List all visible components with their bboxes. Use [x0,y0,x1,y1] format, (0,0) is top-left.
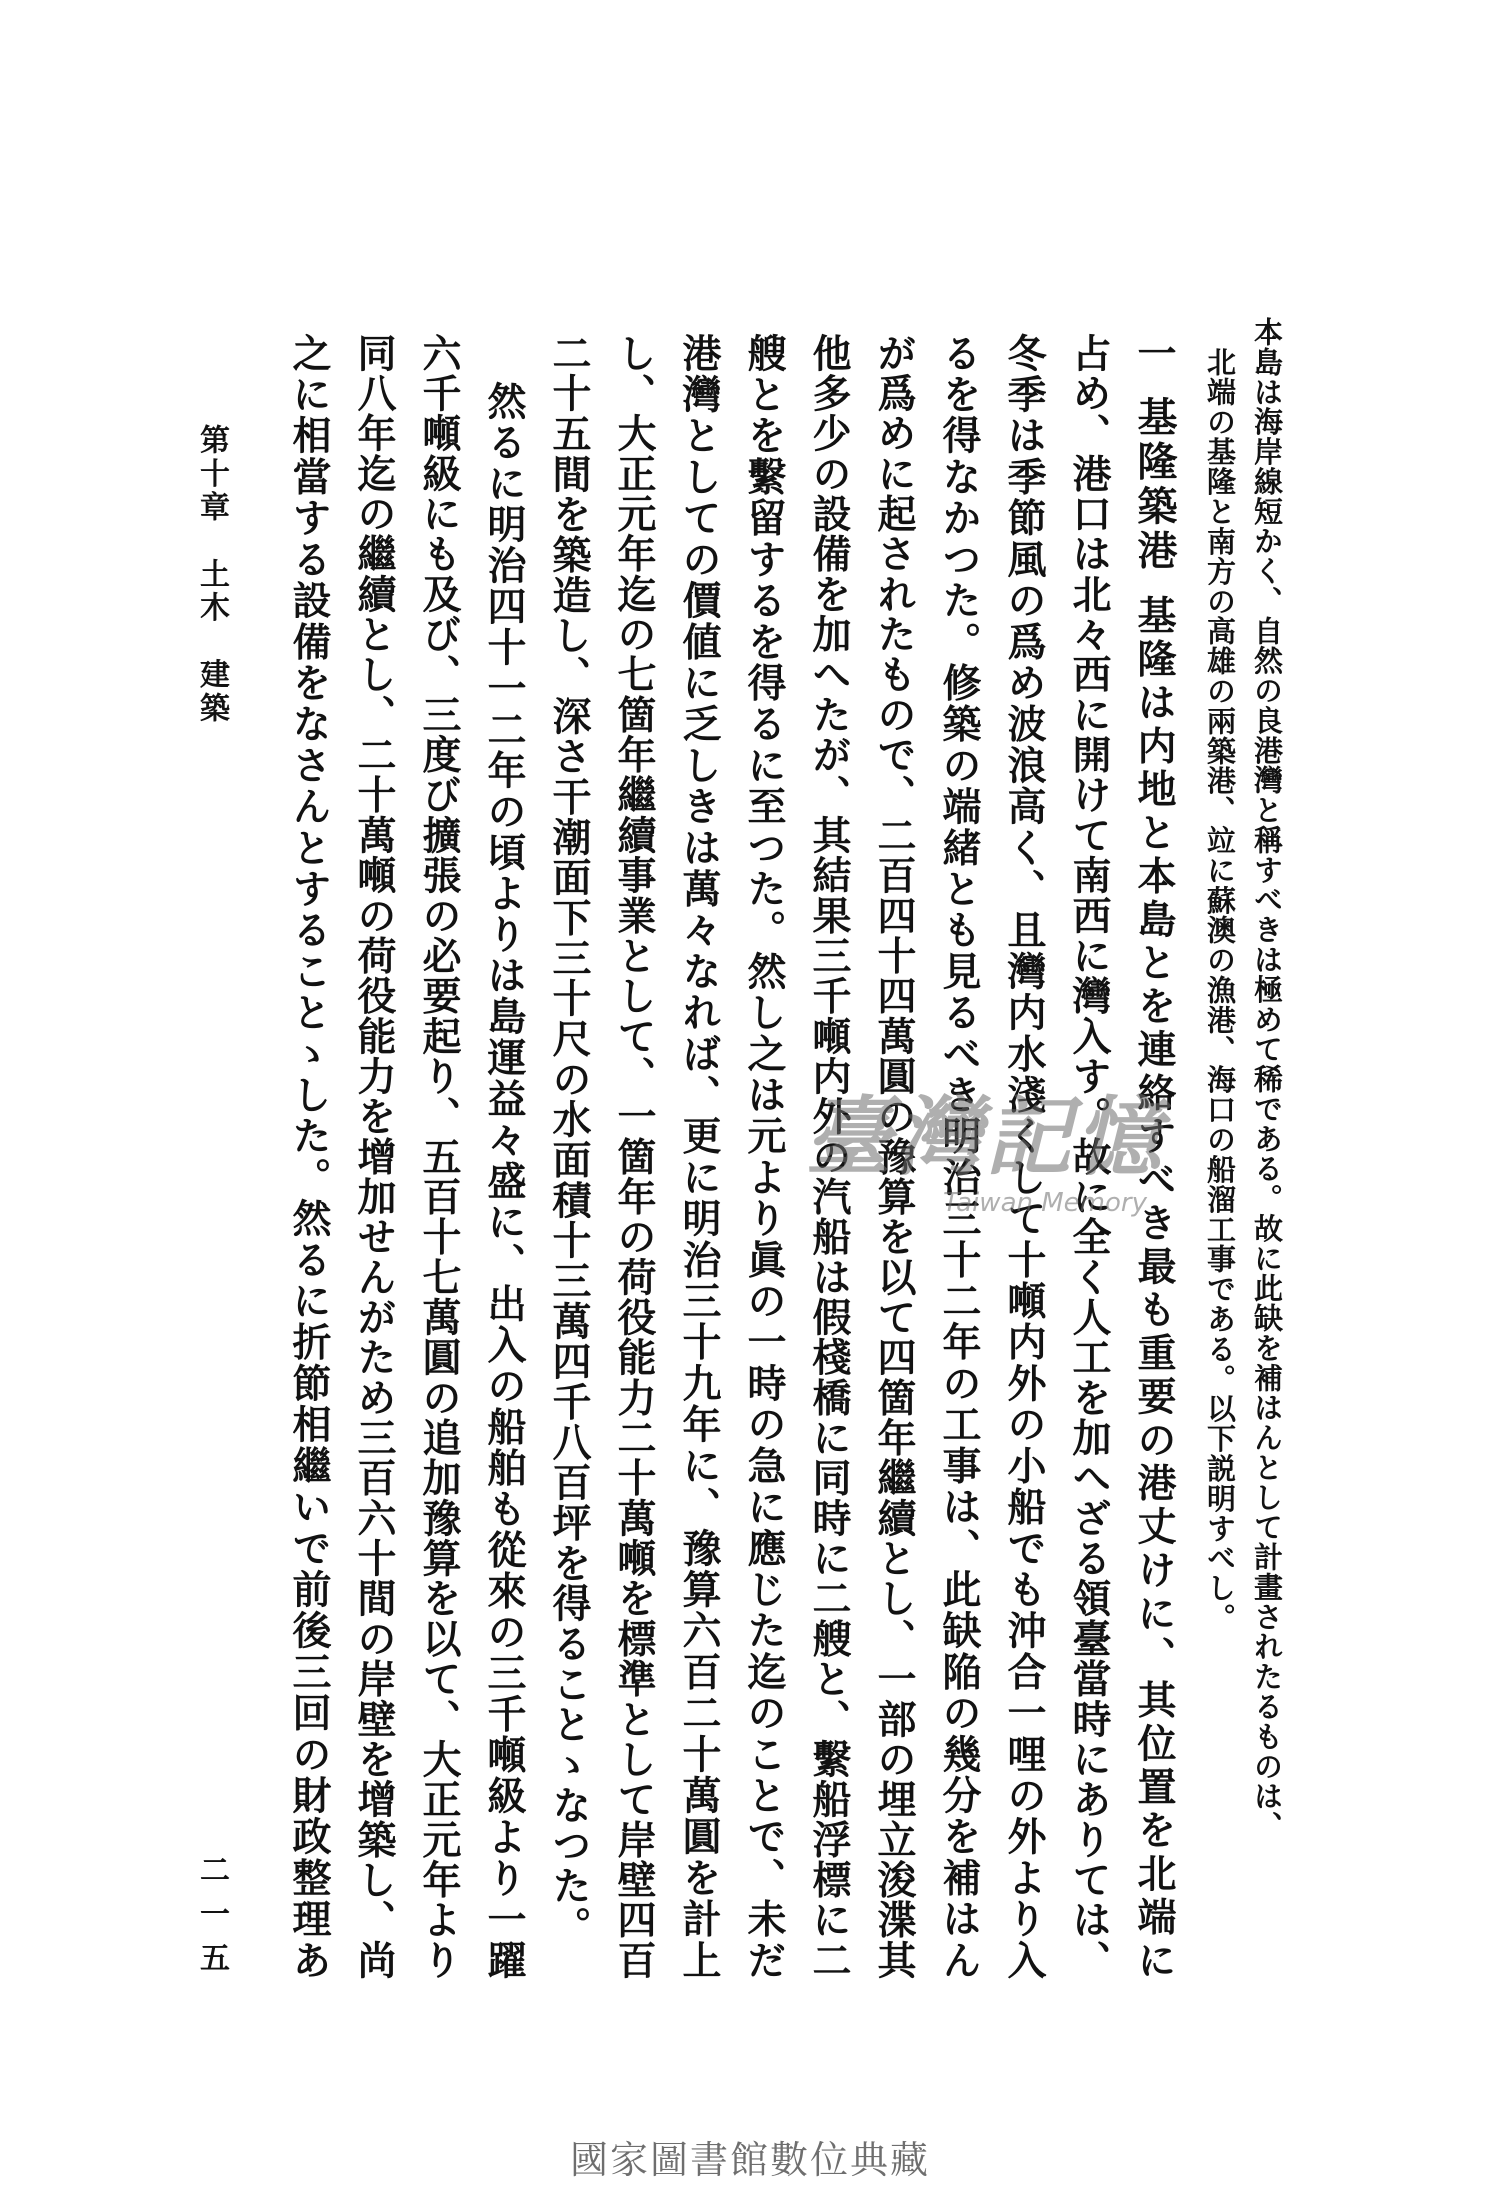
intro-line: 本島は海岸線短かく、自然の良港灣と稱すべきは極めて稀である。故に此缺を補はんとして計畫されたるものは、 [1250,317,1284,1840]
running-head: 第十章 土木 建築 [194,424,229,722]
section-number: 一 [1131,333,1177,377]
watermark-subtitle: Taiwan Memory [943,1188,1147,1218]
text-column: 冬季は季節風の爲め波浪高く、且灣内水淺くして十噸内外の小船でも沖合一哩の外より入 [1001,333,1047,1979]
archive-credit: 國家圖書館數位典藏 [569,2138,930,2182]
text-column: 艘とを繫留するを得るに至つた。然し之は元より眞の一時の急に應じた迄のことで、未だ [741,333,787,1979]
section-line: 基隆は内地と本島とを連絡すべき最も重要の港丈けに、其位置を北端に [1131,595,1177,1979]
text-column: 六千噸級にも及び、三度び擴張の必要起り、五百十七萬圓の追加豫算を以て、大正元年より [416,333,462,1979]
text-column: 然るに明治四十一二年の頃よりは島運益々盛に、出入の船舶も從來の三千噸級より一躍 [481,381,527,1979]
text-column: 之に相當する設備をなさんとすることゝした。然るに折節相繼いで前後三回の財政整理あ [286,333,332,1979]
text-column: 港灣としての價値に乏しきは萬々なれば、更に明治三十九年に、豫算六百二十萬圓を計上 [676,333,722,1980]
text-column: 占め、港口は北々西に開けて南西に灣入す。故に全く人工を加へざる領臺當時にありては、 [1066,333,1112,1979]
text-column: 同八年迄の繼續とし、二十萬噸の荷役能力を增加せんがため三百六十間の岸壁を增築し、尚 [351,333,397,1979]
text-column: 他多少の設備を加へたが、其結果三千噸内外の汽船は假棧橋に同時に二艘と、繫船浮標に二 [806,333,852,1979]
text-column: し、大正元年迄の七箇年繼續事業として、一箇年の荷役能力二十萬噸を標準として岸壁四百 [611,333,657,1979]
text-column: が爲めに起されたもので、二百四十四萬圓の豫算を以て四箇年繼續とし、一部の埋立浚渫其 [871,333,917,1979]
text-column [1131,333,1178,1979]
text-column: 二十五間を築造し、深さ干潮面下三十尺の水面積十三萬四千八百坪を得ることゝなつた。 [546,333,592,1946]
intro-line: 北端の基隆と南方の高雄の兩築港、竝に蘇澳の漁港、海口の船溜工事である。以下説明すべし。 [1203,347,1237,1633]
page-number: 二一五 [194,1854,229,1972]
section-title: 基隆築港 [1131,395,1178,574]
watermark-title: 臺灣記憶 [805,1087,1165,1188]
text-column: るを得なかつた。修築の端緒とも見るべき明治三十二年の工事は、此缺陥の幾分を補はん [936,333,982,1979]
